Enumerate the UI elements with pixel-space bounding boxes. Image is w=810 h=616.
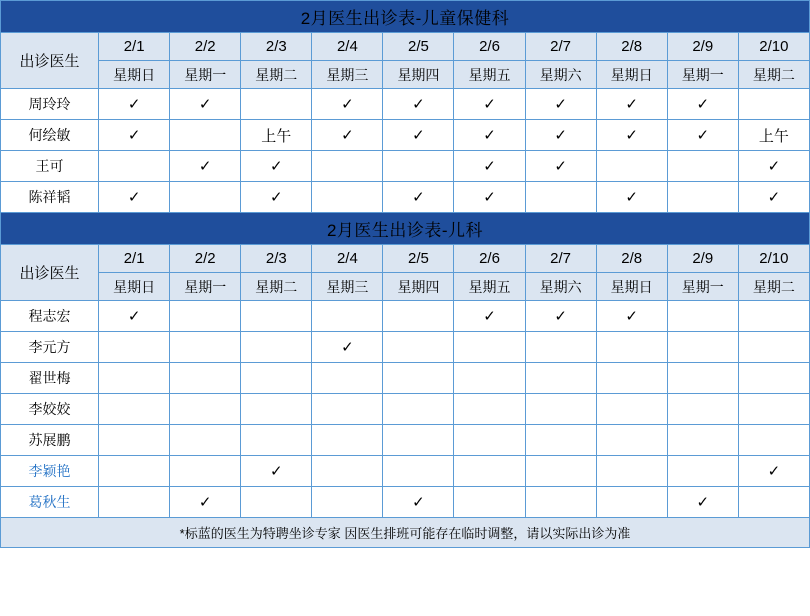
schedule-cell [170,332,241,363]
schedule-cell [525,182,596,213]
weekday-header: 星期二 [241,273,312,301]
schedule-cell: ✓ [383,120,454,151]
schedule-cell [667,363,738,394]
schedule-cell [170,425,241,456]
schedule-cell: ✓ [170,487,241,518]
schedule-cell [383,151,454,182]
schedule-cell [312,394,383,425]
header-date-row [1,33,810,61]
schedule-cell: ✓ [241,151,312,182]
schedule-cell [312,456,383,487]
table-row [1,363,810,394]
schedule-cell [525,394,596,425]
schedule-cell [312,487,383,518]
schedule-cell [99,425,170,456]
section-title-pediatric-healthcare: 2月医生出诊表-儿童保健科 [1,1,810,33]
doctor-name: 李姣姣 [1,394,99,425]
table-row [1,301,810,332]
column-header-doctor: 出诊医生 [1,33,99,89]
table-body [1,1,810,548]
weekday-header: 星期一 [667,61,738,89]
weekday-header: 星期四 [383,61,454,89]
schedule-cell [383,456,454,487]
schedule-cell: ✓ [454,182,525,213]
weekday-header: 星期二 [738,61,809,89]
date-header: 2/5 [383,33,454,61]
header-date-row [1,245,810,273]
schedule-cell [170,301,241,332]
schedule-cell: ✓ [454,151,525,182]
schedule-cell [170,394,241,425]
schedule-cell: ✓ [99,182,170,213]
schedule-cell [738,394,809,425]
schedule-cell [596,394,667,425]
schedule-cell: ✓ [525,151,596,182]
schedule-cell [738,89,809,120]
schedule-cell [241,301,312,332]
schedule-cell: ✓ [241,456,312,487]
table-row [1,456,810,487]
schedule-cell [454,425,525,456]
table-row [1,425,810,456]
schedule-cell [99,394,170,425]
schedule-cell [667,151,738,182]
doctor-name: 程志宏 [1,301,99,332]
date-header: 2/9 [667,245,738,273]
schedule-cell [383,363,454,394]
schedule-cell [241,487,312,518]
date-header: 2/7 [525,33,596,61]
schedule-cell [667,332,738,363]
doctor-name: 陈祥韬 [1,182,99,213]
schedule-cell: ✓ [525,89,596,120]
weekday-header: 星期一 [170,61,241,89]
schedule-cell [525,363,596,394]
footer-note [1,518,810,548]
schedule-cell: ✓ [454,120,525,151]
schedule-cell: ✓ [596,182,667,213]
date-header: 2/6 [454,33,525,61]
doctor-name: 李元方 [1,332,99,363]
schedule-cell [525,425,596,456]
weekday-header: 星期五 [454,61,525,89]
date-header: 2/8 [596,33,667,61]
schedule-cell: ✓ [383,182,454,213]
schedule-cell [99,487,170,518]
date-header: 2/5 [383,245,454,273]
doctor-name: 周玲玲 [1,89,99,120]
table-row [1,394,810,425]
date-header: 2/8 [596,245,667,273]
schedule-cell: ✓ [525,301,596,332]
date-header: 2/4 [312,245,383,273]
schedule-cell: ✓ [525,120,596,151]
section-title-row [1,1,810,33]
schedule-cell [99,151,170,182]
schedule-cell [454,363,525,394]
table-row [1,151,810,182]
date-header: 2/2 [170,245,241,273]
weekday-header: 星期日 [596,273,667,301]
date-header: 2/3 [241,245,312,273]
schedule-cell [241,394,312,425]
footer-note-text: *标蓝的医生为特聘坐诊专家 因医生排班可能存在临时调整，请以实际出诊为准 [179,526,631,541]
weekday-header: 星期一 [667,273,738,301]
weekday-header: 星期四 [383,273,454,301]
schedule-cell: ✓ [667,89,738,120]
table-row [1,120,810,151]
schedule-cell [454,394,525,425]
date-header: 2/1 [99,33,170,61]
weekday-header: 星期三 [312,61,383,89]
schedule-cell [596,487,667,518]
weekday-header: 星期日 [99,273,170,301]
schedule-cell [738,363,809,394]
schedule-cell [170,120,241,151]
schedule-cell [312,425,383,456]
date-header: 2/2 [170,33,241,61]
schedule-cell: ✓ [596,120,667,151]
schedule-cell: ✓ [99,301,170,332]
schedule-cell [596,425,667,456]
doctor-name: 王可 [1,151,99,182]
schedule-cell: ✓ [383,89,454,120]
table-row [1,332,810,363]
date-header: 2/1 [99,245,170,273]
weekday-header: 星期二 [241,61,312,89]
schedule-cell: ✓ [383,487,454,518]
schedule-cell [312,182,383,213]
schedule-cell [738,301,809,332]
schedule-cell: ✓ [241,182,312,213]
doctor-name: 李颖艳 [1,456,99,487]
schedule-cell: ✓ [667,120,738,151]
weekday-header: 星期三 [312,273,383,301]
schedule-cell [596,332,667,363]
weekday-header: 星期日 [99,61,170,89]
schedule-cell [312,363,383,394]
date-header: 2/4 [312,33,383,61]
doctor-name: 葛秋生 [1,487,99,518]
schedule-cell: ✓ [738,151,809,182]
schedule-cell: ✓ [312,332,383,363]
schedule-cell: ✓ [454,89,525,120]
column-header-doctor: 出诊医生 [1,245,99,301]
schedule-cell [667,394,738,425]
doctor-name: 翟世梅 [1,363,99,394]
schedule-cell [170,182,241,213]
schedule-cell: ✓ [738,456,809,487]
schedule-cell: ✓ [667,487,738,518]
date-header: 2/6 [454,245,525,273]
schedule-cell [738,425,809,456]
schedule-cell [667,301,738,332]
schedule-cell [738,487,809,518]
header-weekday-row [1,61,810,89]
section-title-pediatrics: 2月医生出诊表-儿科 [1,213,810,245]
schedule-cell [241,363,312,394]
schedule-cell [596,151,667,182]
weekday-header: 星期一 [170,273,241,301]
schedule-cell: ✓ [738,182,809,213]
schedule-cell [738,332,809,363]
schedule-cell [170,456,241,487]
doctor-name: 苏展鹏 [1,425,99,456]
schedule-cell [525,456,596,487]
schedule-cell [99,332,170,363]
schedule-cell: ✓ [99,120,170,151]
schedule-cell [667,425,738,456]
schedule-cell [383,301,454,332]
schedule-cell [525,332,596,363]
schedule-cell [454,487,525,518]
schedule-cell [170,363,241,394]
schedule-cell: ✓ [170,151,241,182]
date-header: 2/10 [738,245,809,273]
schedule-cell [454,456,525,487]
footer-note-row [1,518,810,548]
schedule-cell: ✓ [454,301,525,332]
date-header: 2/9 [667,33,738,61]
schedule-cell [383,394,454,425]
schedule-cell [525,487,596,518]
header-weekday-row [1,273,810,301]
schedule-cell: 上午 [738,120,809,151]
schedule-cell: 上午 [241,120,312,151]
weekday-header: 星期五 [454,273,525,301]
schedule-cell [99,456,170,487]
weekday-header: 星期六 [525,61,596,89]
schedule-cell [596,456,667,487]
weekday-header: 星期日 [596,61,667,89]
schedule-cell [454,332,525,363]
table-row [1,182,810,213]
schedule-cell [99,363,170,394]
schedule-cell [312,301,383,332]
date-header: 2/3 [241,33,312,61]
table-row [1,89,810,120]
schedule-cell: ✓ [312,120,383,151]
schedule-cell: ✓ [596,89,667,120]
table-row [1,487,810,518]
schedule-cell [241,332,312,363]
schedule-cell: ✓ [99,89,170,120]
section-title-row [1,213,810,245]
weekday-header: 星期二 [738,273,809,301]
schedule-cell [667,456,738,487]
schedule-cell [667,182,738,213]
schedule-cell [596,363,667,394]
schedule-cell: ✓ [170,89,241,120]
date-header: 2/7 [525,245,596,273]
schedule-cell [383,425,454,456]
schedule-cell: ✓ [596,301,667,332]
schedule-cell [241,89,312,120]
schedule-cell: ✓ [312,89,383,120]
weekday-header: 星期六 [525,273,596,301]
schedule-cell [312,151,383,182]
schedule-cell [241,425,312,456]
schedule-cell [383,332,454,363]
doctor-name: 何绘敏 [1,120,99,151]
date-header: 2/10 [738,33,809,61]
